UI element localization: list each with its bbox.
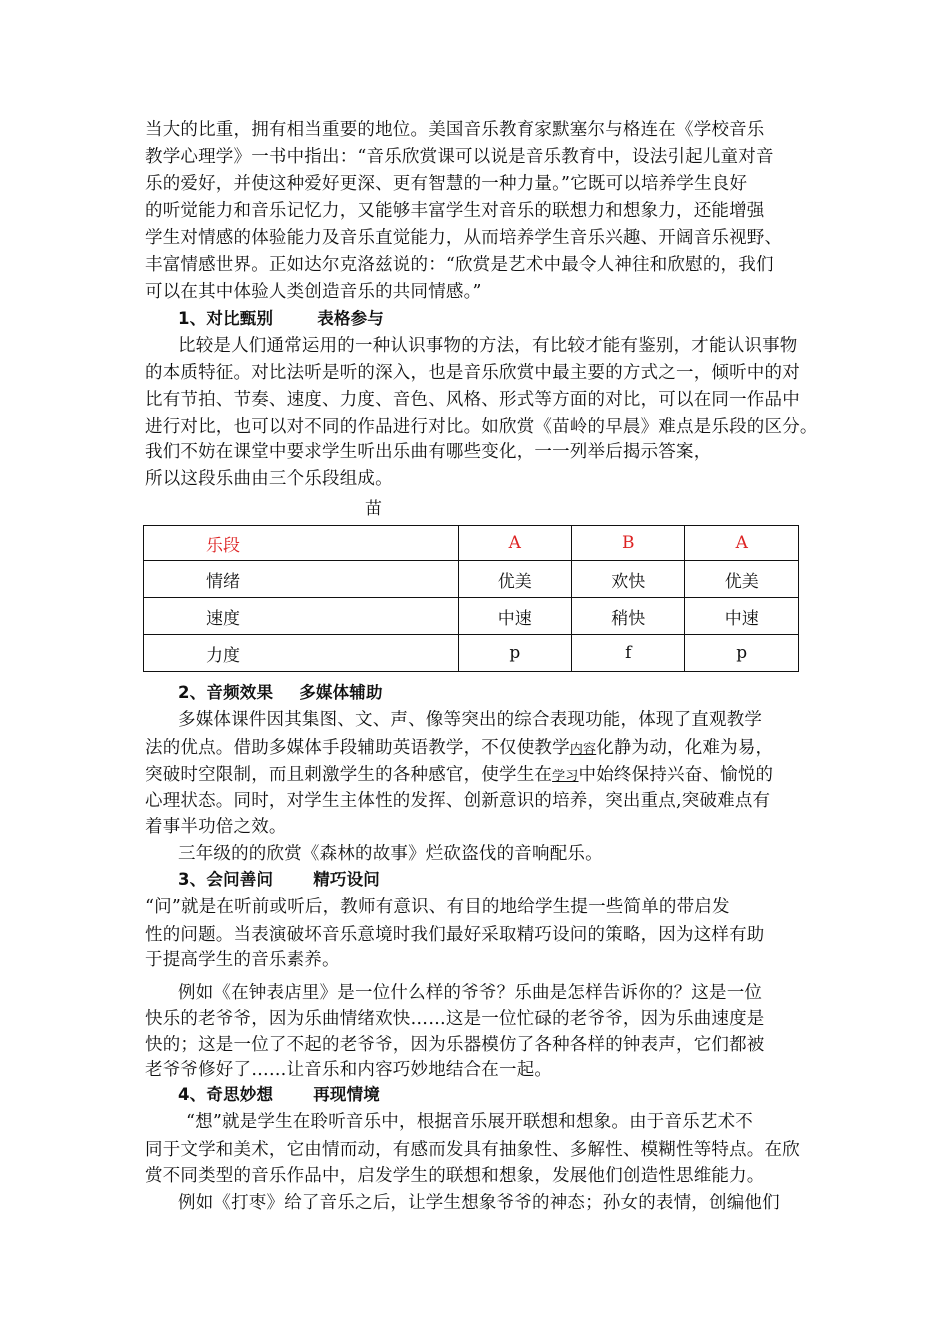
table-cell: p: [458, 635, 571, 672]
section-heading-2: [178, 681, 383, 705]
table-cell: 中速: [458, 598, 571, 635]
table-cell: 中速: [685, 598, 799, 635]
paragraph-line: 多媒体课件因其集图、文、声、像等突出的综合表现功能，体现了直观教学: [178, 710, 763, 730]
paragraph-line: 进行对比，也可以对不同的作品进行对比。如欣赏《苗岭的早晨》难点是乐段的区分。: [145, 417, 818, 437]
paragraph-line: [145, 763, 773, 789]
text-run: 法的优点。借助多媒体手段辅助英语教学，不仅使教学: [145, 738, 570, 758]
table-cell: 速度: [144, 598, 459, 635]
section-subtitle: 表格参与: [317, 309, 384, 328]
paragraph-line: 三年级的的欣赏《森林的故事》烂砍盗伐的音响配乐。: [178, 844, 603, 864]
table-row: [144, 561, 799, 598]
table-cell: 优美: [458, 561, 571, 598]
paragraph-line: 老爷爷修好了……让音乐和内容巧妙地结合在一起。: [145, 1060, 553, 1080]
paragraph-line: 性的问题。当表演破坏音乐意境时我们最好采取精巧设问的策略，因为这样有助: [145, 925, 765, 945]
text-run: 化静为动，化难为易，: [596, 738, 774, 758]
paragraph-line: 于提高学生的音乐素养。: [145, 950, 340, 970]
paragraph-line: [145, 736, 773, 762]
table-cell: 稍快: [572, 598, 685, 635]
table-row: [144, 598, 799, 635]
table-row: [144, 635, 799, 672]
section-heading-4: [178, 1083, 380, 1107]
paragraph-line: 比较是人们通常运用的一种认识事物的方法，有比较才能有鉴别，才能认识事物: [178, 336, 798, 356]
table-header-row: [144, 526, 799, 561]
section-title: 2、音频效果: [178, 683, 274, 702]
section-title: 1、对比甄别: [178, 309, 274, 328]
table-header-cell: B: [572, 526, 685, 561]
paragraph-line: “问”就是在听前或听后，教师有意识、有目的地给学生提一些简单的带启发: [145, 897, 730, 917]
paragraph-line: 学生对情感的体验能力及音乐直觉能力，从而培养学生音乐兴趣、开阔音乐视野、: [145, 228, 783, 248]
paragraph-line: 例如《在钟表店里》是一位什么样的爷爷？乐曲是怎样告诉你的？这是一位: [178, 983, 763, 1003]
section-subtitle: 再现情境: [313, 1085, 380, 1104]
table-cell: 欢快: [572, 561, 685, 598]
hyperlink-content[interactable]: 内容: [569, 742, 597, 757]
section-title: 3、会问善问: [178, 870, 274, 889]
section-subtitle: 精巧设问: [313, 870, 380, 889]
table-cell: 力度: [144, 635, 459, 672]
section-title: 4、奇思妙想: [178, 1085, 274, 1104]
paragraph-line: 着事半功倍之效。: [145, 817, 287, 837]
paragraph-line: 可以在其中体验人类创造音乐的共同情感。”: [145, 282, 482, 302]
paragraph-line: 比有节拍、节奏、速度、力度、音色、风格、形式等方面的对比，可以在同一作品中: [145, 390, 800, 410]
text-run: 中始终保持兴奋、愉悦的: [578, 765, 774, 785]
hyperlink-study[interactable]: 学习: [552, 769, 579, 784]
paragraph-line: 心理状态。同时，对学生主体性的发挥、创新意识的培养，突出重点,突破难点有: [145, 791, 771, 811]
paragraph-line: 当大的比重，拥有相当重要的地位。美国音乐教育家默塞尔与格连在《学校音乐: [145, 120, 765, 140]
paragraph-line: 所以这段乐曲由三个乐段组成。: [145, 469, 393, 489]
paragraph-line: 的本质特征。对比法听是听的深入，也是音乐欣赏中最主要的方式之一，倾听中的对: [145, 363, 800, 383]
table-cell: 情绪: [144, 561, 459, 598]
table-cell: f: [572, 635, 685, 672]
paragraph-line: 丰富情感世界。正如达尔克洛兹说的：“欣赏是艺术中最令人神往和欣慰的，我们: [145, 255, 774, 275]
paragraph-line: 乐的爱好，并使这种爱好更深、更有智慧的一种力量。”它既可以培养学生良好: [145, 174, 748, 194]
paragraph-line: 快乐的老爷爷，因为乐曲情绪欢快……这是一位忙碌的老爷爷，因为乐曲速度是: [145, 1009, 765, 1029]
table-caption: 苗: [365, 499, 382, 519]
table-cell: p: [685, 635, 799, 672]
music-sections-table: [143, 525, 799, 672]
text-run: 突破时空限制，而且刺激学生的各种感官，使学生在: [145, 765, 553, 785]
table-cell: 优美: [685, 561, 799, 598]
section-subtitle: 多媒体辅助: [299, 683, 383, 702]
paragraph-line: 赏不同类型的音乐作品中，启发学生的联想和想象，发展他们创造性思维能力。: [145, 1166, 765, 1186]
section-heading-3: [178, 868, 380, 892]
paragraph-line: “想”就是学生在聆听音乐中，根据音乐展开联想和想象。由于音乐艺术不: [186, 1112, 753, 1132]
paragraph-line: 同于文学和美术，它由情而动，有感而发具有抽象性、多解性、模糊性等特点。在欣: [145, 1140, 800, 1160]
table-header-cell: A: [685, 526, 799, 561]
paragraph-line: 快的；这是一位了不起的老爷爷，因为乐器模仿了各种各样的钟表声，它们都被: [145, 1035, 765, 1055]
paragraph-line: 例如《打枣》给了音乐之后，让学生想象爷爷的神态；孙女的表情，创编他们: [178, 1193, 780, 1213]
table-header-cell: A: [458, 526, 571, 561]
paragraph-line: 的听觉能力和音乐记忆力，又能够丰富学生对音乐的联想力和想象力，还能增强: [145, 201, 765, 221]
paragraph-line: 我们不妨在课堂中要求学生听出乐曲有哪些变化，一一列举后揭示答案，: [145, 442, 712, 462]
section-heading-1: [178, 307, 384, 331]
paragraph-line: 教学心理学》一书中指出：“音乐欣赏课可以说是音乐教育中，设法引起儿童对音: [145, 147, 774, 167]
table-header-cell: 乐段: [144, 526, 459, 561]
